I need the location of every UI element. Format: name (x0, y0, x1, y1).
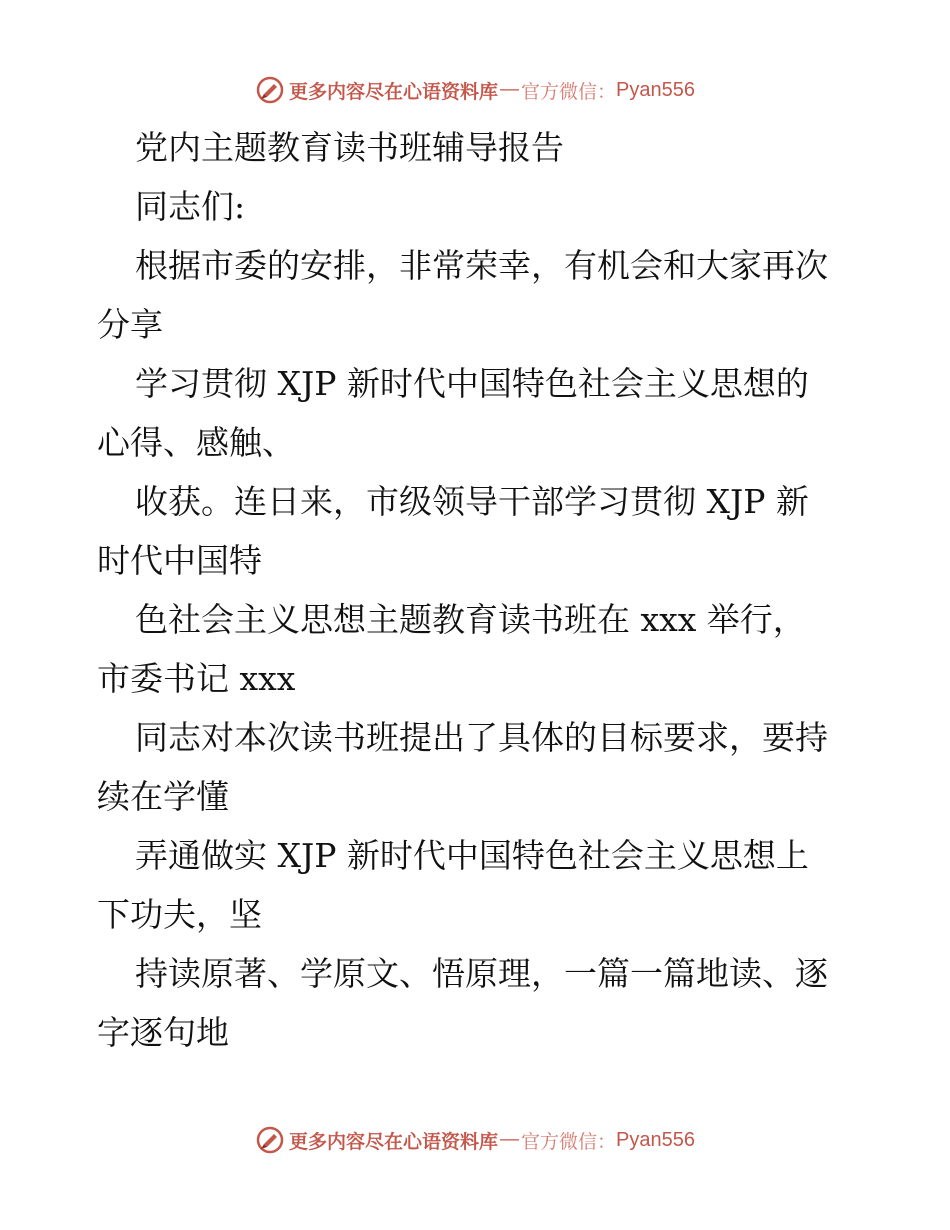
header-dash: — (500, 79, 520, 100)
footer-dash: — (500, 1129, 520, 1150)
doc-line: 学习贯彻 XJP 新时代中国特色社会主义思想的 (135, 364, 809, 403)
brand-logo-icon (255, 1125, 285, 1155)
doc-line: 分享 (97, 305, 163, 344)
footer-wechat-label: 官方微信： (521, 1130, 617, 1153)
doc-line: 收获。连日来，市级领导干部学习贯彻 XJP 新 (135, 482, 809, 521)
doc-line: 同志对本次读书班提出了具体的目标要求，要持 (135, 718, 828, 757)
doc-line: 心得、感触、 (97, 423, 295, 462)
footer-banner (0, 1120, 950, 1160)
doc-line: 根据市委的安排，非常荣幸，有机会和大家再次 (135, 246, 828, 285)
doc-title: 党内主题教育读书班辅导报告 (135, 128, 564, 167)
header-wechat-label: 官方微信： (521, 80, 617, 103)
footer-wechat-id: Pyan556 (616, 1128, 695, 1151)
header-wechat-id: Pyan556 (616, 78, 695, 101)
doc-line: 字逐句地 (97, 1013, 229, 1052)
header-banner (0, 70, 950, 110)
footer-promo-text: 更多内容尽在心语资料库 (289, 1130, 499, 1153)
doc-line: 续在学懂 (97, 777, 229, 816)
brand-logo-icon (255, 75, 285, 105)
doc-line: 下功夫，坚 (97, 895, 262, 934)
doc-line: 弄通做实 XJP 新时代中国特色社会主义思想上 (135, 836, 809, 875)
doc-line: 时代中国特 (97, 541, 262, 580)
document-body (97, 118, 857, 1062)
doc-line: 持读原著、学原文、悟原理，一篇一篇地读、逐 (135, 954, 828, 993)
doc-line: 色社会主义思想主题教育读书班在 xxx 举行， (135, 600, 806, 639)
doc-greeting: 同志们: (135, 187, 246, 226)
header-promo-text: 更多内容尽在心语资料库 (289, 80, 499, 103)
doc-line: 市委书记 xxx (97, 659, 296, 698)
